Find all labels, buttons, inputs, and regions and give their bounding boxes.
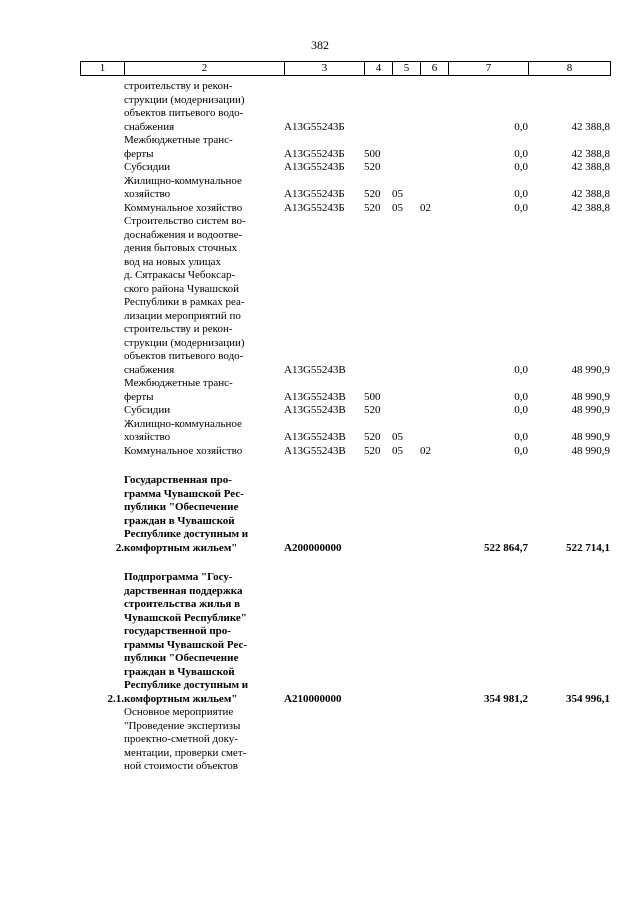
row-name: [124, 134, 284, 161]
row-number: [80, 377, 124, 404]
row-amount-col7: 0,0: [514, 120, 528, 133]
row-target-code: А210000000: [284, 692, 342, 705]
row-name: [124, 404, 284, 418]
row-name: [124, 215, 284, 377]
row-name-line: Межбюджетные транс-: [124, 377, 233, 389]
row-target-code: А13G55243Б: [284, 120, 345, 133]
row-name-line: Субсидии: [124, 161, 171, 173]
column-header-2: 2: [125, 62, 285, 76]
row-number: [80, 175, 124, 202]
column-header-8: 8: [529, 62, 611, 76]
row-expense-type: 500: [364, 147, 381, 160]
row-expense-type: 520: [364, 444, 381, 457]
row-section: [392, 134, 420, 161]
row-subsection: 02: [420, 444, 431, 457]
row-name-line: дарственная поддержка: [124, 584, 243, 597]
row-target-code: А13G55243Б: [284, 201, 345, 214]
row-name-line: публики "Обеспечение: [124, 501, 239, 513]
row-amount-col8: 42 388,8: [571, 147, 610, 160]
table-row: [80, 215, 610, 377]
row-expense-type: 520: [364, 431, 381, 443]
row-amount-col7: 354 981,2: [484, 692, 528, 705]
row-name-line: ментации, проверки смет-: [124, 746, 247, 759]
row-amount-col7: 0,0: [514, 363, 528, 376]
column-header-3: 3: [285, 62, 365, 76]
row-name: [124, 445, 284, 459]
row-amount-col7: 0,0: [514, 390, 528, 403]
row-spacer-cell: [80, 458, 610, 474]
row-name-line: строительству и рекон-: [124, 323, 233, 335]
row-number: [80, 404, 124, 418]
row-target-code: А13G55243В: [284, 444, 346, 457]
column-header-1: 1: [81, 62, 125, 76]
row-expense-type: 500: [364, 390, 381, 403]
column-header-7: 7: [449, 62, 529, 76]
row-name-line: строительству и рекон-: [124, 80, 233, 92]
row-number: [80, 80, 124, 134]
row-section: [392, 571, 420, 706]
row-number: [80, 418, 124, 445]
row-name-line: ферты: [124, 390, 154, 403]
row-name-line: комфортным жильем": [124, 692, 238, 705]
row-section: 05: [392, 431, 403, 443]
row-name-line: струкции (модернизации): [124, 93, 245, 106]
row-target-code: [284, 706, 364, 774]
column-header-6: 6: [421, 62, 449, 76]
row-expense-type: [364, 80, 392, 134]
row-name-line: граммы Чувашской Рес-: [124, 638, 248, 651]
row-amount-col7: [448, 706, 528, 774]
row-target-code: А13G55243Б: [284, 188, 345, 200]
row-section: [392, 377, 420, 404]
table-row: [80, 706, 610, 774]
row-name-line: публики "Обеспечение: [124, 652, 239, 664]
row-number: [80, 134, 124, 161]
row-name-line: объектов питьевого водо-: [124, 107, 244, 119]
row-number: 2.: [115, 541, 124, 554]
row-name-line: Республики в рамках реа-: [124, 296, 245, 308]
row-name-line: струкции (модернизации): [124, 336, 245, 349]
row-name-line: строительства жилья в: [124, 598, 241, 610]
row-name-line: Коммунальное хозяйство: [124, 444, 243, 457]
table-row: [80, 175, 610, 202]
row-name: [124, 706, 284, 774]
column-header-4: 4: [365, 62, 393, 76]
row-number: [80, 202, 124, 216]
row-name: [124, 571, 284, 706]
row-name-line: хозяйство: [124, 431, 171, 443]
budget-table: [80, 80, 610, 774]
table-row: [80, 418, 610, 445]
row-name-line: Основное мероприятие: [124, 706, 234, 718]
row-section: 05: [392, 201, 403, 214]
row-name: [124, 377, 284, 404]
table-row: [80, 80, 610, 134]
row-name-line: вод на новых улицах: [124, 255, 222, 268]
row-name-line: Субсидии: [124, 404, 171, 416]
table-row: [80, 571, 610, 706]
row-spacer-cell: [80, 555, 610, 571]
row-subsection: [420, 377, 448, 404]
row-target-code: А13G55243В: [284, 390, 346, 403]
row-amount-col8: 42 388,8: [571, 161, 610, 173]
row-number: [80, 161, 124, 175]
row-name-line: Республике доступным и: [124, 528, 249, 540]
row-name: [124, 175, 284, 202]
row-subsection: [420, 80, 448, 134]
row-target-code: А13G55243В: [284, 363, 346, 376]
row-name-line: Государственная про-: [124, 474, 232, 486]
row-amount-col8: 42 388,8: [571, 201, 610, 214]
row-subsection: [420, 418, 448, 445]
row-name: [124, 161, 284, 175]
row-expense-type: 520: [364, 161, 381, 173]
row-name-line: хозяйство: [124, 188, 171, 200]
row-name: [124, 474, 284, 555]
row-section: 05: [392, 444, 403, 457]
row-subsection: [420, 474, 448, 555]
row-section: [392, 161, 420, 175]
row-subsection: [420, 161, 448, 175]
row-amount-col7: 522 864,7: [484, 541, 528, 554]
row-amount-col7: 0,0: [514, 161, 528, 173]
row-name-line: Жилищно-коммунальное: [124, 417, 242, 430]
row-expense-type: 520: [364, 201, 381, 214]
row-subsection: [420, 706, 448, 774]
row-subsection: [420, 571, 448, 706]
row-name-line: Республике доступным и: [124, 679, 249, 691]
row-spacer: [80, 555, 610, 571]
row-section: 05: [392, 188, 403, 200]
row-name-line: комфортным жильем": [124, 541, 238, 554]
row-name-line: Строительство систем во-: [124, 215, 246, 227]
table-row: [80, 445, 610, 459]
row-name-line: Подпрограмма "Госу-: [124, 571, 233, 583]
row-name-line: Чувашской Республике": [124, 611, 247, 624]
row-amount-col8: 48 990,9: [571, 444, 610, 457]
table-row: [80, 161, 610, 175]
row-name-line: д. Сятракасы Чебоксар-: [124, 269, 236, 281]
row-amount-col7: 0,0: [514, 404, 528, 416]
row-section: [392, 404, 420, 418]
row-name-line: лизации мероприятий по: [124, 309, 241, 322]
row-amount-col7: 0,0: [514, 201, 528, 214]
row-amount-col8: 42 388,8: [571, 188, 610, 200]
row-name-line: граждан в Чувашской: [124, 514, 235, 527]
row-amount-col8: 48 990,9: [571, 363, 610, 376]
row-name-line: снабжения: [124, 363, 175, 376]
row-subsection: [420, 215, 448, 377]
column-header-table: [80, 61, 611, 76]
budget-table-body: [80, 80, 610, 774]
row-section: [392, 80, 420, 134]
column-header-5: 5: [393, 62, 421, 76]
row-amount-col8: 48 990,9: [571, 431, 610, 443]
row-subsection: [420, 404, 448, 418]
row-name-line: государственной про-: [124, 625, 231, 637]
row-spacer: [80, 458, 610, 474]
row-amount-col8: 354 996,1: [566, 692, 610, 705]
row-expense-type: 520: [364, 404, 381, 416]
row-name: [124, 80, 284, 134]
table-row: [80, 377, 610, 404]
row-name: [124, 202, 284, 216]
row-name-line: ского района Чувашской: [124, 282, 240, 295]
row-name-line: Межбюджетные транс-: [124, 134, 233, 146]
row-name-line: доснабжения и водоотве-: [124, 228, 243, 241]
row-amount-col7: 0,0: [514, 188, 528, 200]
row-name-line: снабжения: [124, 120, 175, 133]
row-target-code: А200000000: [284, 541, 342, 554]
row-name-line: проектно-сметной доку-: [124, 733, 238, 745]
table-row: [80, 474, 610, 555]
row-amount-col7: 0,0: [514, 147, 528, 160]
column-header-row: [81, 62, 611, 76]
row-number: [80, 215, 124, 377]
row-amount-col8: 48 990,9: [571, 390, 610, 403]
row-subsection: 02: [420, 201, 431, 214]
row-amount-col7: 0,0: [514, 444, 528, 457]
row-name-line: объектов питьевого водо-: [124, 350, 244, 362]
row-amount-col8: 48 990,9: [571, 404, 610, 416]
page-number: 382: [311, 38, 329, 52]
row-expense-type: [364, 215, 392, 377]
row-name-line: ной стоимости объектов: [124, 760, 238, 772]
row-subsection: [420, 134, 448, 161]
row-number: [80, 706, 124, 774]
row-name-line: Коммунальное хозяйство: [124, 201, 243, 214]
row-target-code: А13G55243В: [284, 431, 346, 443]
row-section: [392, 474, 420, 555]
row-name-line: грамма Чувашской Рес-: [124, 487, 244, 500]
table-row: [80, 202, 610, 216]
row-amount-col7: 0,0: [514, 431, 528, 443]
table-row: [80, 404, 610, 418]
row-subsection: [420, 175, 448, 202]
row-number: 2.1.: [107, 692, 124, 705]
row-number: [80, 445, 124, 459]
row-name-line: Жилищно-коммунальное: [124, 174, 242, 187]
row-section: [392, 215, 420, 377]
row-expense-type: 520: [364, 188, 381, 200]
row-amount-col8: 522 714,1: [566, 541, 610, 554]
row-target-code: А13G55243В: [284, 404, 346, 416]
row-expense-type: [364, 474, 392, 555]
row-name-line: ферты: [124, 147, 154, 160]
row-target-code: А13G55243Б: [284, 161, 345, 173]
row-amount-col8: 42 388,8: [571, 120, 610, 133]
row-name-line: "Проведение экспертизы: [124, 719, 241, 732]
row-target-code: А13G55243Б: [284, 147, 345, 160]
row-name-line: граждан в Чувашской: [124, 665, 235, 678]
row-name-line: дения бытовых сточных: [124, 242, 238, 254]
row-name: [124, 418, 284, 445]
row-expense-type: [364, 571, 392, 706]
row-section: [392, 706, 420, 774]
table-row: [80, 134, 610, 161]
row-expense-type: [364, 706, 392, 774]
row-amount-col8: [528, 706, 610, 774]
